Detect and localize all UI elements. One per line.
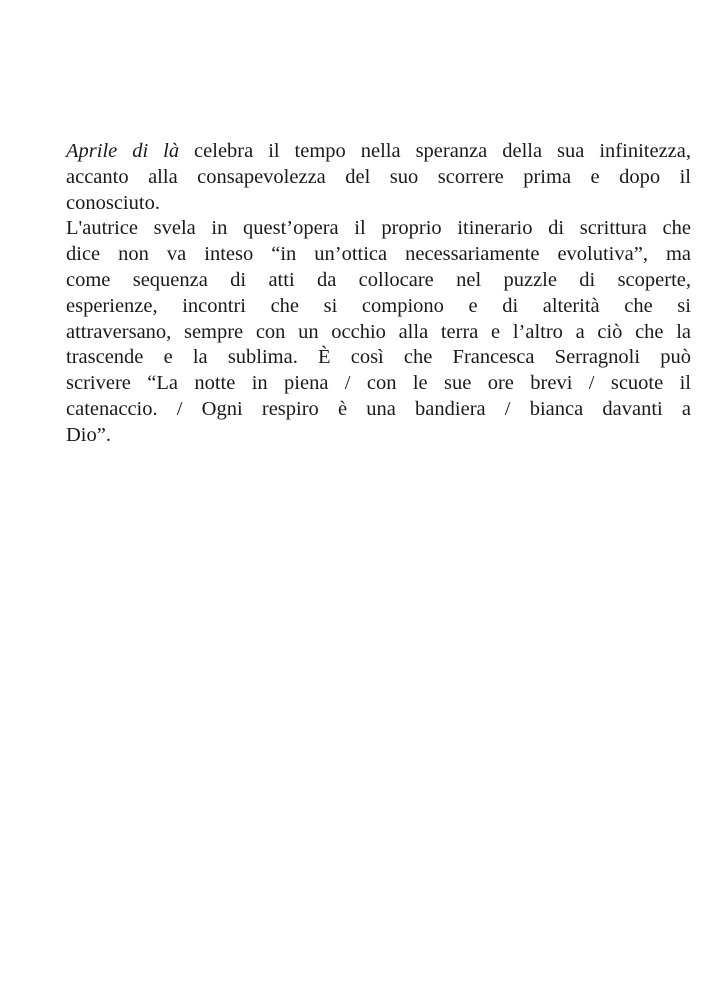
- text-segment: celebra il tempo nella speranza della sua infinitezza,: [179, 140, 691, 162]
- text-line: Dio”.: [66, 423, 111, 446]
- blurb-text: [66, 139, 691, 449]
- text-line: trascende e la sublima. È così che Francesca Serragnoli può: [66, 346, 691, 369]
- text-line: attraversano, sempre con un occhio alla terra e l’altro a ciò che la: [66, 320, 691, 343]
- text-line: conosciuto.: [66, 191, 160, 214]
- text-line: accanto alla consapevolezza del suo scorrere prima e dopo il: [66, 165, 691, 188]
- text-line: [66, 139, 691, 165]
- paragraph-body: [66, 216, 691, 448]
- paragraph-intro: [66, 139, 691, 216]
- text-line: scrivere “La notte in piena / con le sue ore brevi / scuote il: [66, 372, 691, 395]
- text-line: come sequenza di atti da collocare nel puzzle di scoperte,: [66, 268, 691, 291]
- text-line: dice non va inteso “in un’ottica necessariamente evolutiva”, ma: [66, 243, 691, 266]
- book-title: Aprile di là: [66, 140, 180, 162]
- text-line: esperienze, incontri che si compiono e di alterità che si: [66, 294, 691, 317]
- text-line: catenaccio. / Ogni respiro è una bandiera / bianca davanti a: [66, 397, 691, 420]
- text-line: L'autrice svela in quest’opera il proprio itinerario di scrittura che: [66, 217, 691, 240]
